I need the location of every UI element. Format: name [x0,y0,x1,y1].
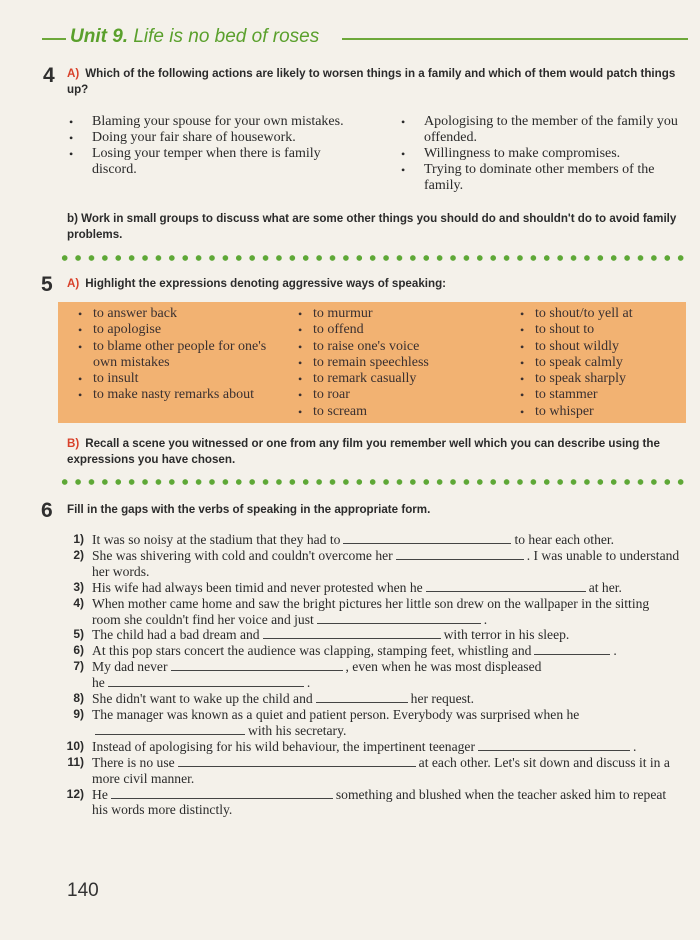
task5-a-text: Highlight the expressions denoting aggressive ways of speaking: [85,277,447,290]
expressions-col-3 [510,306,686,420]
exercise-item [60,707,680,739]
list-item: • to shout wildly [510,339,686,355]
item-text: The child had a bad dream and [92,627,260,643]
gap-exercise-list [60,532,680,818]
list-item: • to remark casually [288,371,488,387]
dotted-divider [58,254,688,262]
expressions-col-1 [68,306,268,404]
answer-blank[interactable] [534,643,610,655]
answer-blank[interactable] [95,723,245,735]
exercise-item [60,739,680,755]
answer-blank[interactable] [343,532,511,544]
item-text: with terror in his sleep. [443,627,570,643]
task5-b-instruction [67,436,692,468]
exercise-item [60,643,680,659]
item-text: My dad never [92,659,168,675]
answer-blank[interactable] [396,548,524,560]
unit-title: Life is no bed of roses [133,26,320,47]
list-item: • Losing your temper when there is family discord. [67,146,357,178]
list-item: • to speak sharply [510,371,686,387]
item-text: to hear each other. [514,532,615,547]
answer-blank[interactable] [178,755,416,767]
answer-blank[interactable] [317,612,481,624]
header-rule-right [342,38,688,40]
item-text: . [306,675,311,691]
item-text: at each other. Let's sit down and discuss it in a more civil manner. [92,754,670,786]
list-item: • Willingness to make compromises. [399,146,684,162]
list-item: • to answer back [68,306,268,322]
item-number: 2) [73,547,84,562]
item-text: . [633,738,637,754]
item-text: . [483,611,488,627]
item-text: At this pop stars concert the audience was clapping, stamping feet, whistling and [92,643,532,659]
item-number: 5) [73,627,84,642]
dotted-divider [58,478,688,486]
item-number: 1) [73,532,84,546]
task-number-5: 5 [41,273,53,296]
item-number: 6) [73,643,84,658]
list-item: • to make nasty remarks about [68,387,268,403]
task4-b-instruction: b) Work in small groups to discuss what are some other things you should do and shouldn't do to avoid family problems. [67,212,677,241]
item-text: . I was unable to understand her words. [92,547,680,579]
item-text: There is no use [92,754,175,770]
list-item: • to murmur [288,306,488,322]
item-text: her request. [410,691,475,707]
item-text: It was so noisy at the stadium that they had to [92,532,341,547]
list-item: • to scream [288,404,488,420]
list-item: • to offend [288,322,488,338]
item-number: 11) [67,754,84,769]
task5-b-letter: B) [67,437,80,450]
list-item: • to speak calmly [510,355,686,371]
exercise-item [60,627,680,643]
exercise-item [60,787,680,819]
expressions-col-2 [288,306,488,420]
task4-right-list [399,114,684,194]
task5-b-text: Recall a scene you witnessed or one from any film you remember well which you can describe using the expressions you have chosen. [67,437,660,466]
task6-instruction: Fill in the gaps with the verbs of speaking in the appropriate form. [67,503,431,516]
item-text: Instead of apologising for his wild behaviour, the impertinent teenager [92,738,475,754]
list-item: • to raise one's voice [288,339,488,355]
item-text: He [92,786,108,802]
answer-blank[interactable] [478,739,630,751]
list-item: • to stammer [510,387,686,403]
list-item: • Apologising to the member of the family you offended. [399,114,684,146]
list-item: • to insult [68,371,268,387]
item-text: She was shivering with cold and couldn't overcome her [92,547,393,563]
task5-a-letter: A) [67,277,80,290]
item-number: 8) [73,691,84,706]
unit-label: Unit 9. [70,26,129,47]
item-text: . [613,643,617,659]
exercise-item [60,580,680,596]
list-item: • to roar [288,387,488,403]
header-rule-left [42,38,66,40]
item-text: with his secretary. [248,722,347,738]
item-text: he [92,675,105,691]
list-item: • to whisper [510,404,686,420]
exercise-item [60,691,680,707]
exercise-item [60,596,680,628]
item-text: at her. [588,579,622,595]
unit-heading [70,26,319,48]
answer-blank[interactable] [171,659,343,671]
answer-blank[interactable] [316,691,408,703]
item-text: , even when he was most displeased [345,659,542,675]
answer-blank[interactable] [263,627,441,639]
item-text: something and blushed when the teacher asked him to repeat his words more distinctly. [92,786,667,818]
answer-blank[interactable] [426,580,586,592]
item-text: His wife had always been timid and never protested when he [92,579,423,595]
list-item: • Doing your fair share of housework. [67,130,357,146]
task4-left-list [67,114,357,178]
page-number: 140 [67,880,99,901]
item-number: 12) [66,786,84,801]
item-number: 7) [73,659,84,674]
task5-a-instruction [67,276,692,292]
item-number: 9) [73,706,84,721]
exercise-item [60,532,680,548]
list-item: • to remain speechless [288,355,488,371]
list-item: • to apologise [68,322,268,338]
task-number-6: 6 [41,499,53,522]
item-text: When mother came home and saw the bright pictures her little son drew on the wallpaper in the sitting room she couldn't find her voice and just [92,595,650,627]
list-item: • to blame other people for one's own mistakes [68,339,268,372]
answer-blank[interactable] [111,787,333,799]
exercise-item [60,755,680,787]
item-number: 4) [73,595,84,610]
item-text: The manager was known as a quiet and patient person. Everybody was surprised when he [92,706,580,722]
task4-a-text: Which of the following actions are likely to worsen things in a family and which of them would patch things up? [67,67,676,96]
item-number: 3) [73,579,84,594]
task4-a-instruction [67,66,692,98]
answer-blank[interactable] [108,675,304,687]
list-item: • to shout to [510,322,686,338]
item-number: 10) [66,738,84,753]
exercise-item [60,548,680,580]
exercise-item [60,659,680,691]
task-number-4: 4 [43,64,55,87]
task4-a-letter: A) [67,67,80,80]
item-text: She didn't want to wake up the child and [92,691,313,707]
list-item: • Blaming your spouse for your own mistakes. [67,114,357,130]
list-item: • to shout/to yell at [510,306,686,322]
list-item: • Trying to dominate other members of the family. [399,162,684,194]
